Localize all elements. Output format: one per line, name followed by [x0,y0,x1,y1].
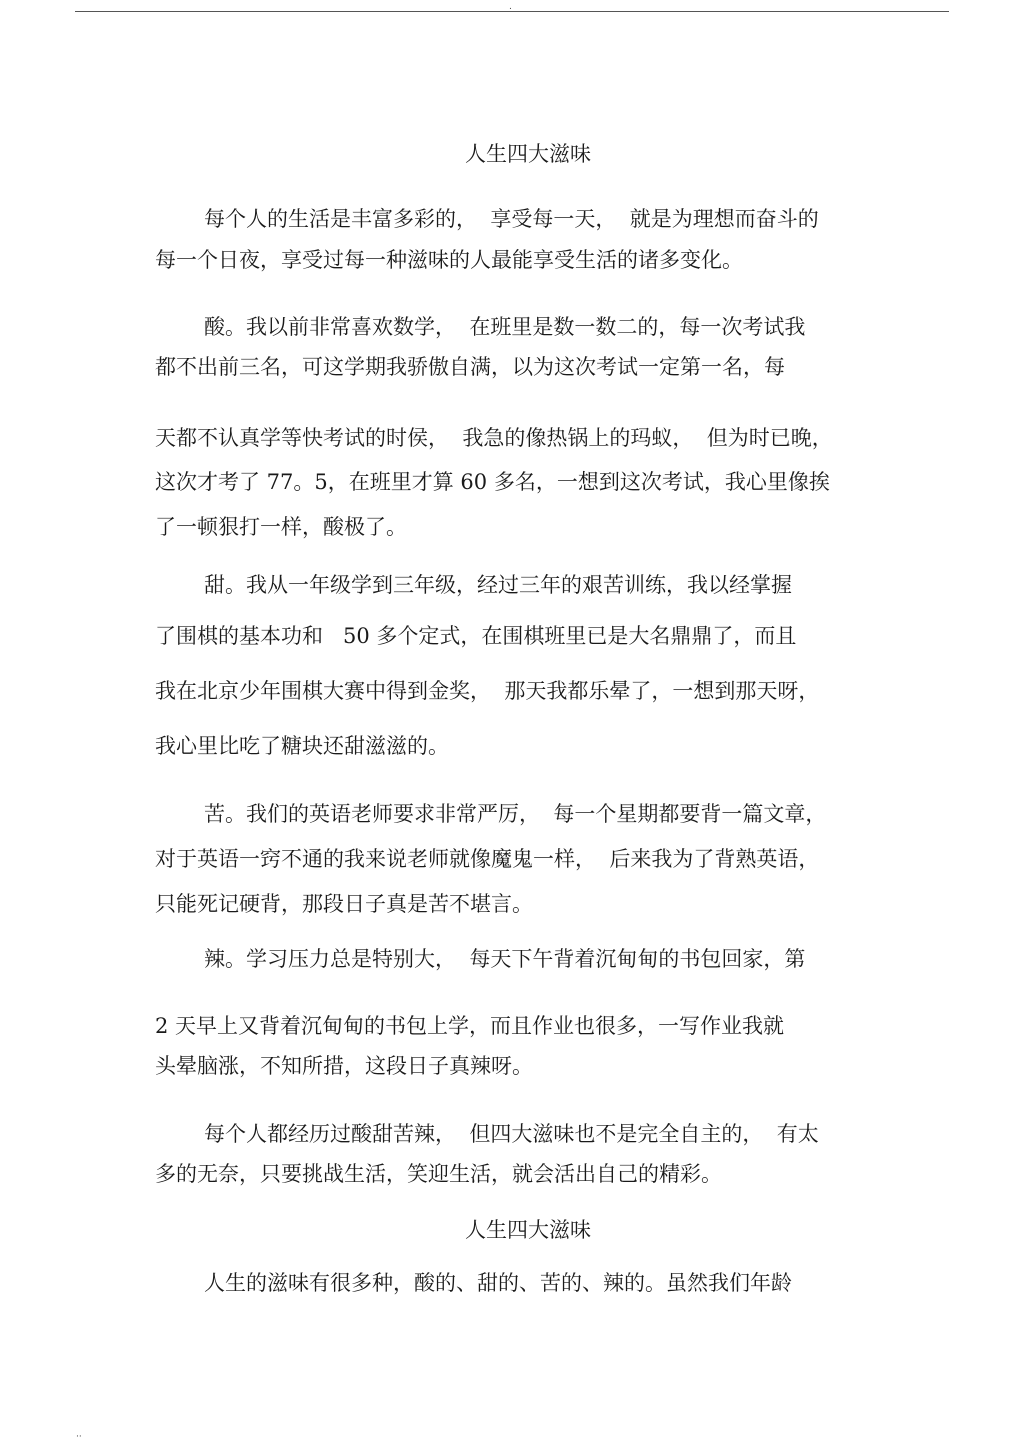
footer-mark: ·· [76,1432,82,1442]
text-line: 多的无奈，只要挑战生活，笑迎生活，就会活出自己的精彩。 [155,1162,722,1186]
text-line: 甜。我从一年级学到三年级，经过三年的艰苦训练，我以经掌握 [204,573,792,597]
header-rule [75,11,949,12]
page-title: 人生四大滋味 [465,142,591,166]
text-line: 对于英语一窍不通的我来说老师就像魔鬼一样， 后来我为了背熟英语， [155,847,820,871]
text-line: 每一个日夜，享受过每一种滋味的人最能享受生活的诸多变化。 [155,248,743,272]
text-line: 头晕脑涨，不知所措，这段日子真辣呀。 [155,1054,533,1078]
header-dot: . [509,2,512,12]
section-title: 人生四大滋味 [465,1218,591,1242]
text-line: 都不出前三名，可这学期我骄傲自满，以为这次考试一定第一名，每 [155,355,785,379]
text-line: 我心里比吃了糖块还甜滋滋的。 [155,734,449,758]
text-line: 酸。我以前非常喜欢数学， 在班里是数一数二的，每一次考试我 [204,315,806,339]
text-line: 了围棋的基本功和 50 多个定式，在围棋班里已是大名鼎鼎了，而且 [155,624,797,648]
text-line: 2 天早上又背着沉甸甸的书包上学，而且作业也很多，一写作业我就 [155,1014,785,1038]
text-line: 这次才考了 77。5，在班里才算 60 多名，一想到这次考试，我心里像挨 [155,470,830,494]
text-line: 苦。我们的英语老师要求非常严厉， 每一个星期都要背一篇文章， [204,802,827,826]
text-line: 人生的滋味有很多种，酸的、甜的、苦的、辣的。虽然我们年龄 [204,1271,792,1295]
text-line: 辣。学习压力总是特别大， 每天下午背着沉甸甸的书包回家，第 [204,947,806,971]
text-line: 每个人都经历过酸甜苦辣， 但四大滋味也不是完全自主的， 有太 [204,1122,819,1146]
text-line: 了一顿狠打一样，酸极了。 [155,515,407,539]
text-line: 天都不认真学等快考试的时侯， 我急的像热锅上的玛蚁， 但为时已晚， [155,426,833,450]
text-line: 只能死记硬背，那段日子真是苦不堪言。 [155,892,533,916]
text-line: 我在北京少年围棋大赛中得到金奖， 那天我都乐晕了，一想到那天呀， [155,679,820,703]
text-line: 每个人的生活是丰富多彩的， 享受每一天， 就是为理想而奋斗的 [204,207,819,231]
